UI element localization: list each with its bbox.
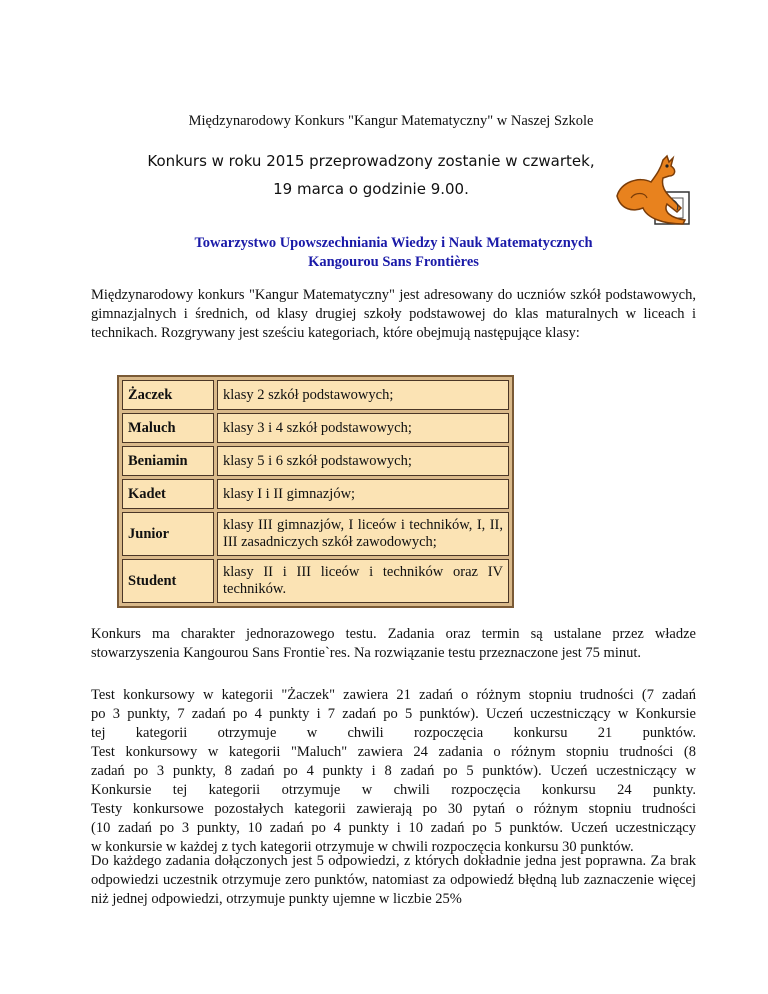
table-row [122,479,509,509]
kangaroo-logo-icon [611,152,691,226]
table-row [122,512,509,556]
category-classes: klasy 3 i 4 szkół podstawowych; [217,413,509,443]
scoring-line: w konkursie w każdej z tych kategorii otrzymuje w chwili rozpoczęcia konkursu 30 punktów. [91,839,634,855]
scoring-line: (10 zadań po 3 punkty, 10 zadań po 4 punkty i 10 zadań po 5 punktów. Uczeń uczestniczący [91,820,696,836]
scoring-line: tej kategorii otrzymuje w chwili rozpoczęcia konkursu 21 punktów. [91,725,696,741]
scoring-line: Test konkursowy w kategorii "Żaczek" zawiera 21 zadań o różnym stopniu trudności (7 zadań [91,687,696,703]
announcement [91,147,651,203]
category-classes: klasy 2 szkół podstawowych; [217,380,509,410]
scoring-line: Test konkursowy w kategorii "Maluch" zawiera 24 zadania o różnym stopniu trudności (8 [91,744,696,760]
announcement-line-2: 19 marca o godzinie 9.00. [273,180,469,198]
table-row [122,446,509,476]
table-row [122,413,509,443]
organization-name [91,234,696,272]
scoring-paragraph [91,686,696,857]
announcement-line-1: Konkurs w roku 2015 przeprowadzony zostanie w czwartek, [147,152,595,170]
scoring-line: po 3 punkty, 7 zadań po 4 punkty i 7 zadań po 5 punktów). Uczeń uczestniczący w Konkursie [91,706,696,722]
category-name: Student [122,559,214,603]
category-name: Maluch [122,413,214,443]
category-classes: klasy III gimnazjów, I liceów i techników, I, II, III zasadniczych szkół zawodowych; [217,512,509,556]
table-row [122,559,509,603]
scoring-line: Konkursie tej kategorii otrzymuje w chwili rozpoczęcia konkursu 24 punkty. [91,782,696,798]
table-row [122,380,509,410]
test-info-paragraph: Konkurs ma charakter jednorazowego testu. Zadania oraz termin są ustalane przez władze stowarzyszenia Kangourou Sans Frontie`res. Na rozwiązanie testu przeznaczone jest 75 minut. [91,626,696,661]
category-name: Junior [122,512,214,556]
answers-paragraph: Do każdego zadania dołączonych jest 5 odpowiedzi, z których dokładnie jedna jest poprawna. Za brak odpowiedzi uczestnik otrzymuje zero punktów, natomiast za odpowiedź błędną lub zaznaczenie więcej niż jednej odpowiedzi, otrzymuje punkty ujemne w liczbie 25% [91,853,696,907]
category-name: Beniamin [122,446,214,476]
category-name: Kadet [122,479,214,509]
page-title: Międzynarodowy Konkurs "Kangur Matematyczny" w Naszej Szkole [188,113,594,129]
intro-paragraph: Międzynarodowy konkurs "Kangur Matematyczny" jest adresowany do uczniów szkół podstawowych, gimnazjalnych i średnich, od klasy drugiej szkoły podstawowej do klas maturalnych w liceach i technikach. Rozgrywany jest sześciu kategoriach, które obejmują następujące klasy: [91,287,696,341]
category-name: Żaczek [122,380,214,410]
category-classes: klasy 5 i 6 szkół podstawowych; [217,446,509,476]
scoring-line: zadań po 3 punkty, 8 zadań po 4 punkty i 8 zadań po 5 punktów). Uczeń uczestniczący w [91,763,696,779]
categories-table [117,375,514,608]
organization-line-1: Towarzystwo Upowszechniania Wiedzy i Nauk Matematycznych [194,235,593,251]
scoring-line: Testy konkursowe pozostałych kategorii zawierają po 30 pytań o różnym stopniu trudności [91,801,696,817]
category-classes: klasy II i III liceów i techników oraz IV techników. [217,559,509,603]
organization-line-2: Kangourou Sans Frontières [308,254,479,270]
category-classes: klasy I i II gimnazjów; [217,479,509,509]
